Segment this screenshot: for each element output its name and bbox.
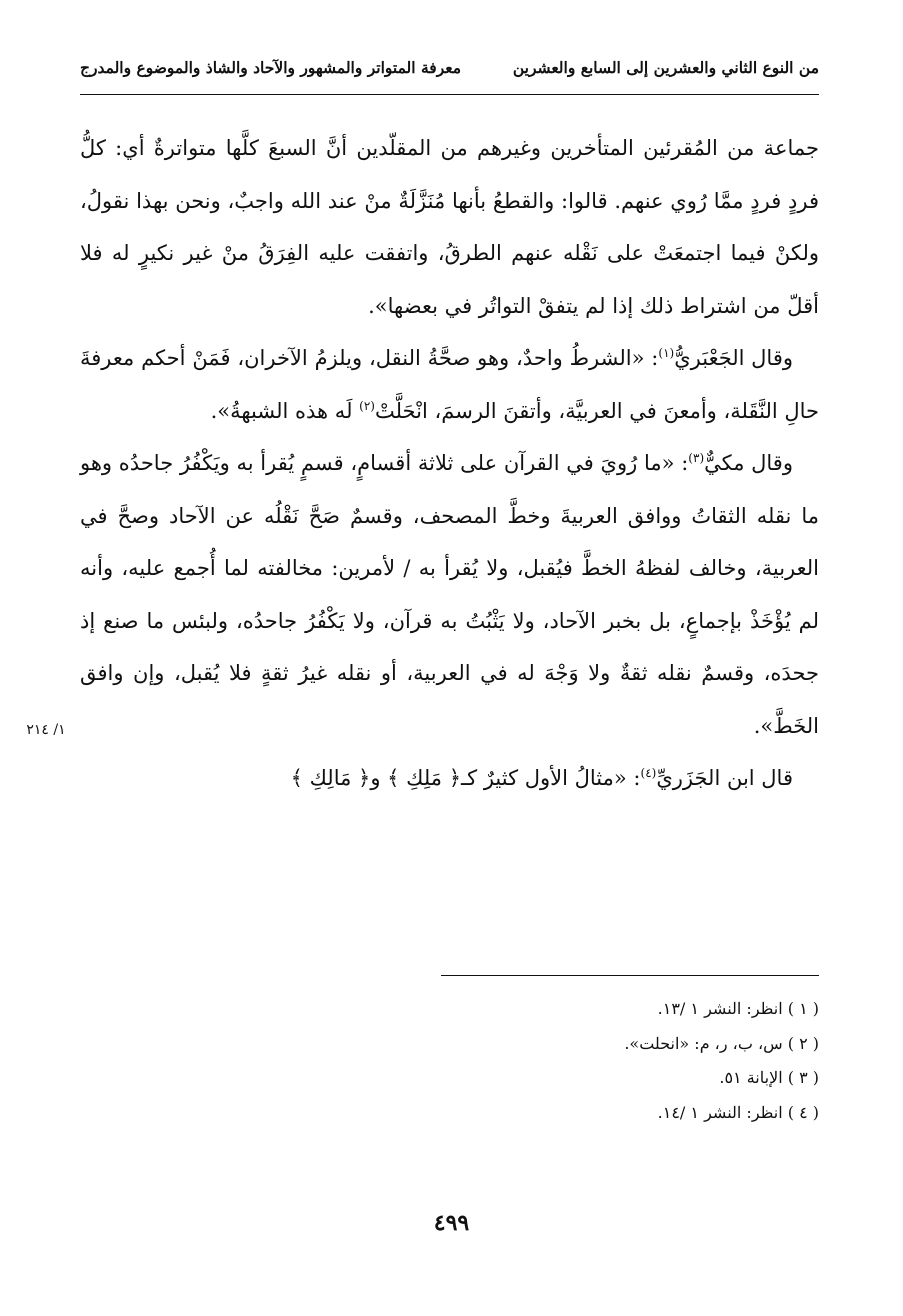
footnote-4: ( ٤ ) انظر: النشر ١ /١٤. xyxy=(657,1102,819,1122)
paragraph-1: جماعة من المُقرئين المتأخرين وغيرهم من المقلّدين أنَّ السبعَ كلَّها متواترةٌ أي: كلُّ فردٍ فردٍ ممَّا رُوي عنهم. قالوا: والقطعُ بأنها مُنَزَّلَةٌ منْ عند الله واجبٌ، ونحن بهذا نقولُ، ولكنْ فيما اجتمعَتْ على نَقْله عنهم الطرقُ، واتفقت عليه الفِرَقُ منْ غير نكيرٍ له فلا أقلّ من اشتراط ذلك إذا لم يتفقْ التواتُر في بعضها». xyxy=(80,136,819,318)
paragraph-3 xyxy=(80,437,819,752)
main-text xyxy=(80,122,819,805)
footnote-2: ( ٢ ) س، ب، ر، م: «انحلت». xyxy=(624,1033,819,1053)
paragraph-2-text: : «الشرطُ واحدٌ، وهو صحَّةُ النقل، ويلزمُ الآخران، فَمَنْ أحكم معرفةَ حالِ النَّقَلة، وأمعنَ في العربيَّة، وأتقنَ الرسمَ، انْحَلَّتْ xyxy=(80,346,819,423)
paragraph-4-text: : «مثالُ الأول كثيرٌ كـ﴿ مَلِكِ ﴾ و﴿ مَالِكِ ﴾ xyxy=(290,766,641,790)
paragraph-2-end: لَه هذه الشبهةُ». xyxy=(210,398,360,423)
footnote-ref-3[interactable]: (٣) xyxy=(688,451,705,465)
footnote-3: ( ٣ ) الإبانة ٥١. xyxy=(719,1068,819,1087)
header-divider xyxy=(80,94,819,95)
paragraph-2-lead: وقال الجَعْبَريُّ xyxy=(674,346,793,370)
footnote-ref-4[interactable]: (٤) xyxy=(640,766,657,780)
footnote-1: ( ١ ) انظر: النشر ١ /١٣. xyxy=(657,999,819,1018)
paragraph-3-lead: وقال مكيٌّ xyxy=(704,451,793,475)
margin-page-reference: ١/ ٢١٤ xyxy=(26,722,66,738)
footnote-ref-2[interactable]: (٢) xyxy=(359,398,375,413)
footnote-divider xyxy=(441,975,819,976)
footnote-ref-1[interactable]: (١) xyxy=(658,346,675,360)
header-chapter-title: من النوع الثاني والعشرين إلى السابع والعشرين xyxy=(512,58,819,77)
paragraph-2 xyxy=(80,332,819,437)
page-number: ٤٩٩ xyxy=(433,1210,470,1236)
header-section-title: معرفة المتواتر والمشهور والآحاد والشاذ والموضوع والمدرج xyxy=(80,58,462,77)
running-header xyxy=(80,58,819,77)
footnotes xyxy=(80,992,819,1130)
paragraph-4 xyxy=(80,752,819,805)
paragraph-4-lead: قال ابن الجَزَريِّ xyxy=(656,766,793,790)
paragraph-3-text: : «ما رُويَ في القرآن على ثلاثة أقسامٍ، قسمٍ يُقرأ به ويَكْفُرُ جاحدُه وهو ما نقله الثقاتُ ووافق العربيةَ وخطَّ المصحف، وقسمٌ صَحَّ نَقْلُه عن الآحاد وصحَّ في العربية، وخالف لفظهُ الخطَّ فيُقبل، ولا يُقرأ به / لأمرين: مخالفته لما أُجمع عليه، وأنه لم يُؤْخَذْ بإجماعٍ، بل بخبر الآحاد، ولا يَثْبُتُ به قرآن، ولا يَكْفُرُ جاحدُه، ولبئس ما صنع إذ جحدَه، وقسمٌ نقله ثقةٌ ولا وَجْهَ له في العربية، أو نقله غيرُ ثقةٍ فلا يُقبل، وإن وافق الخَطَّ». xyxy=(80,451,819,738)
